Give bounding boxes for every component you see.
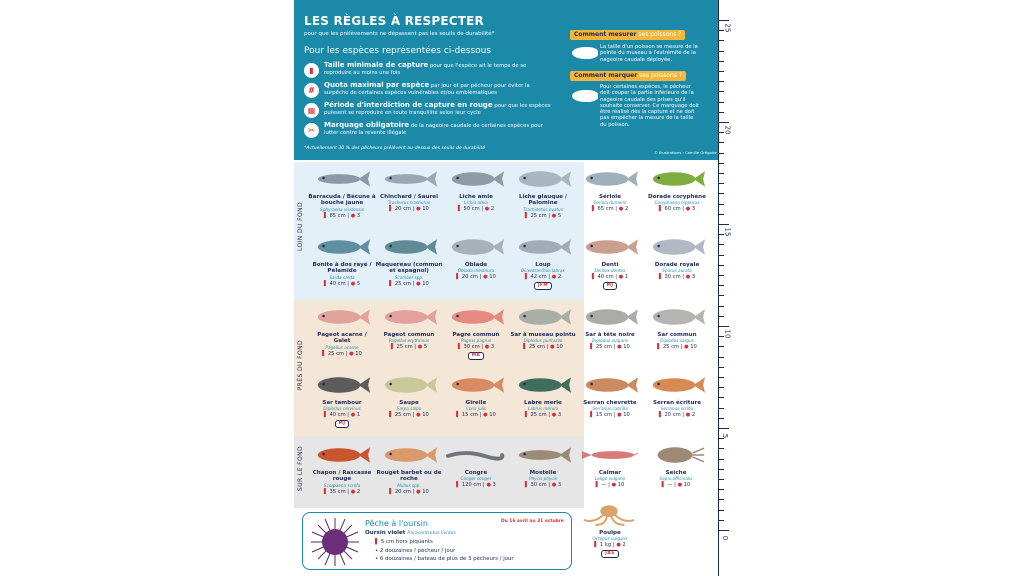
poster-subtitle: pour que les prélèvements ne dépassent pas les seuils de durabilité*	[304, 31, 495, 37]
ruler-label: 5	[721, 433, 730, 439]
species-card-oblade	[442, 232, 510, 298]
species-name: Seiche Sepia officinalis ▌ — | ● 10	[642, 470, 710, 488]
species-limits: ▌ 25 cm | ● 10	[389, 412, 429, 419]
ruler-tick	[719, 438, 724, 439]
rules-lead: Pour les espèces représentées ci-dessous	[304, 46, 492, 56]
ruler-tick	[719, 183, 724, 184]
saupe-icon	[379, 374, 439, 396]
ruler-tick	[719, 102, 724, 103]
ruler-tick	[719, 520, 724, 521]
ruler-tick	[719, 469, 724, 470]
species-scientific-name: Pagrus pagrus	[460, 338, 492, 344]
urchin-species: Oursin violet Paracentrotus lividus	[365, 530, 456, 536]
oblade-icon	[446, 236, 506, 258]
denti-icon	[580, 236, 640, 258]
ruler-tick	[719, 357, 724, 358]
section-far-label: LOIN DU FOND	[297, 202, 304, 252]
species-card-seriole	[576, 164, 644, 230]
species-scientific-name: Serranus scriba	[660, 406, 694, 412]
species-scientific-name: Sepia officinalis	[659, 476, 693, 482]
species-limits: ▌ 25 cm | ● 10	[389, 280, 429, 287]
species-card-liche-glauque-palomine	[509, 164, 577, 230]
species-name: Congre Conger conger ▌ 120 cm | ● 3	[442, 470, 510, 488]
ruler-tick	[719, 367, 724, 368]
species-card-rouget-barbet-ou-de-roche	[375, 440, 443, 506]
species-scientific-name: Lichia amia	[464, 200, 488, 206]
species-card-congre	[442, 440, 510, 506]
ruler-tick	[719, 71, 724, 72]
species-limits: ▌ 30 cm | ● 3	[524, 482, 562, 489]
species-name: Sar tambour Diplodus cervinus ▌ 40 cm | ● 1 MJ	[308, 400, 376, 428]
ruler-tick	[719, 346, 724, 347]
species-limits: ▌ 1 kg | ● 2	[594, 542, 626, 549]
species-name: Sériole Seriola dumerili ▌ 65 cm | ● 2	[576, 194, 644, 212]
ruler-tick	[719, 142, 724, 143]
species-card-chapon-rascasse-rouge	[308, 440, 376, 506]
quota-icon: #	[304, 83, 319, 98]
rule-1	[304, 62, 554, 82]
ruler-label: 25	[723, 23, 732, 33]
ruler-label: 10	[723, 329, 732, 339]
species-name: Dorade royale Sparus aurata ▌ 30 cm | ● 3	[643, 262, 711, 280]
rule-3	[304, 102, 554, 122]
species-name: Pageot commun Pagellus erythrinus ▌ 25 cm | ● 5	[375, 332, 443, 350]
ruler-tick	[719, 214, 724, 215]
mostelle-icon	[513, 444, 573, 466]
closed-season-badge: MA	[468, 352, 485, 360]
measure-text: La taille d'un poisson se mesure de la pointe du museau à l'extrémité de la nageoire caudale déployée.	[600, 44, 698, 63]
chapon-rascasse-rouge-icon	[312, 444, 372, 466]
species-scientific-name: Coris julis	[465, 406, 487, 412]
ruler-tick	[719, 530, 729, 531]
species-scientific-name: Trachinotus ovatus	[523, 206, 563, 212]
ruler-label: 20	[723, 125, 732, 135]
species-limits: ▌ 25 cm | ● 5	[390, 344, 428, 351]
dorade-coryphene-icon	[647, 168, 707, 190]
species-name: Girelle Coris julis ▌ 15 cm | ● 10	[442, 400, 510, 418]
species-name: Labre merle Labrus merula ▌ 25 cm | ● 3	[509, 400, 577, 418]
species-name: Liche amie Lichia amia ▌ 50 cm | ● 2	[442, 194, 510, 212]
rule-2	[304, 82, 554, 102]
ruler-tick	[719, 20, 729, 21]
species-limits: ▌ 15 cm | ● 10	[590, 412, 630, 419]
closed-season-badge: JAS	[601, 550, 619, 558]
calendar-icon: ▦	[304, 103, 319, 118]
ruler-tick	[719, 316, 724, 317]
species-name: Maquereau (commun et espagnol) Scomber spp. ▌ 25 cm | ● 10	[375, 262, 443, 287]
species-limits: ▌ 40 cm | ● 1	[323, 412, 361, 419]
section-bottom-label: SUR LE FOND	[297, 446, 304, 491]
species-limits: ▌ — | ● 10	[595, 482, 625, 489]
species-card-seiche	[642, 440, 710, 506]
congre-icon	[446, 444, 506, 466]
ruler-tick	[719, 265, 724, 266]
species-scientific-name: Sarpa salpa	[396, 406, 422, 412]
ruler-tick	[719, 408, 724, 409]
species-scientific-name: Dentex dentex	[594, 268, 626, 274]
girelle-icon	[446, 374, 506, 396]
measure-fish-icon	[572, 47, 598, 59]
species-name: Pagre commun Pagrus pagrus ▌ 30 cm | ● 3 MA	[442, 332, 510, 360]
species-scientific-name: Diplodus puntazzo	[523, 338, 563, 344]
species-card-girelle	[442, 370, 510, 436]
species-scientific-name: Diplodus vulgaris	[591, 338, 629, 344]
sea-urchin-icon	[309, 516, 361, 568]
ruler-tick	[719, 61, 724, 62]
ruler-tick	[719, 387, 724, 388]
ruler-tick	[719, 377, 724, 378]
species-card-saupe	[375, 370, 443, 436]
species-scientific-name: Pagellus acarne	[325, 344, 359, 350]
species-card-pageot-commun	[375, 302, 443, 368]
species-scientific-name: Serranus cabrilla	[592, 406, 628, 412]
species-scientific-name: Diplodus cervinus	[323, 406, 361, 412]
species-limits: ▌ 30 cm | ● 3	[457, 344, 495, 351]
dorade-royale-icon	[647, 236, 707, 258]
rule-text: Taille minimale de capture pour que l'espèce ait le temps de se reproduire au moins une fois	[324, 61, 527, 76]
ruler-tick	[719, 326, 729, 327]
species-limits: ▌ 25 cm | ● 10	[322, 350, 362, 357]
species-limits: ▌ 65 cm | ● 2	[591, 206, 629, 213]
sar-commun-icon	[647, 306, 707, 328]
illustration-credit: © Illustrations : Camille Grégoire	[654, 150, 717, 155]
ruler-tick	[719, 418, 724, 419]
mark-text: Pour certaines espèces, le pêcheur doit couper la partie inférieure de la nageoire caudale des prises qu'il souhaite conserver. Ce marquage doit être réalisé dès la capture et ne doit pas empêcher la mesure de la taille du poisson.	[600, 84, 700, 128]
species-name: Poulpe Octopus vulgaris ▌ 1 kg | ● 2 JAS	[576, 530, 644, 558]
species-card-loup	[509, 232, 577, 298]
species-scientific-name: Sarda sarda	[329, 274, 355, 280]
species-name: Saupe Sarpa salpa ▌ 25 cm | ● 10	[375, 400, 443, 418]
serran-ecriture-icon	[647, 374, 707, 396]
ruler-tick	[719, 193, 724, 194]
bonite-a-dos-raye-pelamide-icon	[312, 236, 372, 258]
species-name: Sar à tête noire Diplodus vulgaris ▌ 25 cm | ● 10	[576, 332, 644, 350]
species-card-sar-a-museau-pointu	[509, 302, 577, 368]
ruler-label: 15	[723, 227, 732, 237]
rouget-barbet-ou-de-roche-icon	[379, 444, 439, 466]
ruler-tick	[719, 204, 724, 205]
species-scientific-name: Trachurus trachurus	[387, 200, 431, 206]
maquereau-commun-et-espagnol-icon	[379, 236, 439, 258]
species-scientific-name: Scomber spp.	[394, 274, 424, 280]
species-limits: ▌ 65 cm | ● 3	[323, 212, 361, 219]
species-limits: ▌ 25 cm | ● 10	[657, 344, 697, 351]
species-name: Liche glauque / Palomine Trachinotus ovatus ▌ 25 cm | ● 5	[509, 194, 577, 219]
species-card-labre-merle	[509, 370, 577, 436]
barracuda-becune-a-bouche-jaune-icon	[312, 168, 372, 190]
sar-a-museau-pointu-icon	[513, 306, 573, 328]
species-scientific-name: Labrus merula	[527, 406, 559, 412]
species-card-dorade-royale	[643, 232, 711, 298]
species-scientific-name: Scorpaena scrofa	[323, 482, 361, 488]
ruler-tick	[719, 255, 724, 256]
species-limits: ▌ 25 cm | ● 3	[524, 412, 562, 419]
species-scientific-name: Sparus aurata	[662, 268, 692, 274]
species-limits: ▌ 50 cm | ● 2	[457, 206, 495, 213]
liche-amie-icon	[446, 168, 506, 190]
species-card-sar-tambour	[308, 370, 376, 436]
sar-tambour-icon	[312, 374, 372, 396]
ruler-tick	[719, 285, 724, 286]
species-scientific-name: Seriola dumerili	[593, 200, 627, 206]
species-name: Chapon / Rascasse rouge Scorpaena scrofa ▌ 35 cm | ● 2	[308, 470, 376, 495]
species-scientific-name: Loligo vulgaris	[594, 476, 626, 482]
species-scientific-name: Oblada melanura	[457, 268, 495, 274]
species-limits: ▌ 25 cm | ● 5	[524, 212, 562, 219]
species-card-calmar	[576, 440, 644, 506]
ruler-tick	[719, 306, 724, 307]
species-name: Bonite à dos rayé / Pélamide Sarda sarda ▌ 40 cm | ● 5	[308, 262, 376, 287]
species-scientific-name: Diplodus sargus	[660, 338, 694, 344]
ruler-tick	[719, 448, 724, 449]
ruler-tick	[719, 459, 724, 460]
species-limits: ▌ 20 cm | ● 10	[389, 488, 429, 495]
ruler-tick	[719, 428, 729, 429]
species-scientific-name: Coryphaena hippurus	[654, 200, 700, 206]
species-name: Serran chevrette Serranus cabrilla ▌ 15 cm | ● 10	[576, 400, 644, 418]
serran-chevrette-icon	[580, 374, 640, 396]
species-limits: ▌ 42 cm | ● 2	[524, 274, 562, 281]
urchin-box	[302, 512, 572, 570]
ruler-icon: ▮	[304, 63, 319, 78]
species-card-denti	[576, 232, 644, 298]
rule-text: Quota maximal par espèce par jour et par pêcheur pour éviter la surpêche de certaines espèces vulnérables et/ou emblématiques	[324, 81, 530, 96]
species-scientific-name: Phycis phycis	[528, 476, 558, 482]
regulation-poster	[294, 0, 730, 576]
ruler-tick	[719, 224, 729, 225]
labre-merle-icon	[513, 374, 573, 396]
species-card-mostelle	[509, 440, 577, 506]
species-card-barracuda-becune-a-bouche-jaune	[308, 164, 376, 230]
ruler-tick	[719, 173, 724, 174]
species-name: Denti Dentex dentex ▌ 40 cm | ● 1 MJ	[576, 262, 644, 290]
seriole-icon	[580, 168, 640, 190]
ruler-tick	[719, 397, 724, 398]
pageot-acarne-galet-icon	[312, 306, 372, 328]
scissors-icon: ✂	[304, 123, 319, 138]
species-name: Oblade Oblada melanura ▌ 20 cm | ● 10	[442, 262, 510, 280]
species-limits: ▌ 120 cm | ● 3	[456, 482, 496, 489]
species-scientific-name: Sphyraena viridensis	[320, 206, 364, 212]
species-card-poulpe	[576, 500, 644, 566]
species-card-serran-ecriture	[643, 370, 711, 436]
ruler-tick	[719, 40, 724, 41]
ruler-tick	[719, 275, 724, 276]
measure-tag: Comment mesurer ses poissons ?	[570, 30, 685, 40]
poster-title: LES RÈGLES À RESPECTER	[304, 14, 484, 28]
ruler-tick	[719, 479, 724, 480]
species-card-liche-amie	[442, 164, 510, 230]
ruler-tick	[719, 163, 724, 164]
rules-header	[294, 0, 730, 160]
ruler-tick	[719, 499, 724, 500]
species-limits: ▌ 25 cm | ● 10	[523, 344, 563, 351]
ruler-tick	[719, 295, 724, 296]
urchin-season: Du 16 avril au 31 octobre	[501, 519, 564, 524]
ruler-tick	[719, 51, 724, 52]
rule-text: Période d'interdiction de capture en rouge pour que les espèces puissent se reproduire en toute tranquillité selon leur cycle	[324, 101, 551, 116]
species-card-serran-chevrette	[576, 370, 644, 436]
species-limits: ▌ 20 cm | ● 2	[658, 412, 696, 419]
species-limits: ▌ 25 cm | ● 10	[590, 344, 630, 351]
species-limits: ▌ — | ● 10	[661, 482, 691, 489]
species-name: Calmar Loligo vulgaris ▌ — | ● 10	[576, 470, 644, 488]
species-limits: ▌ 20 cm | ● 10	[389, 206, 429, 213]
species-name: Pageot acarne / Galet Pagellus acarne ▌ 25 cm | ● 10	[308, 332, 376, 357]
species-card-chinchard-saurel	[375, 164, 443, 230]
species-limits: ▌ 40 cm | ● 1	[591, 274, 629, 281]
rule-text: Marquage obligatoire de la nageoire caudale de certaines espèces pour lutter contre la revente illégale	[324, 121, 543, 136]
species-limits: ▌ 30 cm | ● 3	[658, 274, 696, 281]
section-near-label: PRÈS DU FOND	[297, 340, 304, 391]
species-scientific-name: Dicentrarchus labrax	[521, 268, 565, 274]
species-name: Chinchard / Saurel Trachurus trachurus ▌ 20 cm | ● 10	[375, 194, 443, 212]
ruler-tick	[719, 81, 724, 82]
species-name: Sar à museau pointu Diplodus puntazzo ▌ 25 cm | ● 10	[510, 332, 576, 351]
species-limits: ▌ 35 cm | ● 2	[323, 488, 361, 495]
species-name: Barracuda / Bécune à bouche jaune Sphyraena viridensis ▌ 65 cm | ● 3	[308, 194, 376, 219]
mark-tag: Comment marquer ses poissons ?	[570, 71, 686, 81]
loup-icon	[513, 236, 573, 258]
seiche-icon	[646, 444, 706, 466]
species-card-dorade-coryphene	[643, 164, 711, 230]
chinchard-saurel-icon	[379, 168, 439, 190]
mark-fish-icon	[572, 90, 598, 102]
closed-season-badge: MJ	[603, 282, 618, 290]
sar-a-tete-noire-icon	[580, 306, 640, 328]
species-name: Serran écriture Serranus scriba ▌ 20 cm | ● 2	[643, 400, 711, 418]
rule-4	[304, 122, 554, 142]
liche-glauque-palomine-icon	[513, 168, 573, 190]
species-name: Rouget barbet ou de roche Mullus spp. ▌ 20 cm | ● 10	[376, 470, 442, 495]
ruler-tick	[719, 489, 724, 490]
urchin-quota-1: • 2 douzaines / pêcheur / jour	[375, 548, 456, 554]
species-limits: ▌ 20 cm | ● 10	[456, 274, 496, 281]
closed-season-badge: JFM	[534, 282, 552, 290]
species-name: Loup Dicentrarchus labrax ▌ 42 cm | ● 2 JFM	[509, 262, 577, 290]
ruler-tick	[719, 122, 729, 123]
urchin-title: Pêche à l'oursin	[365, 519, 428, 528]
poulpe-icon	[580, 504, 640, 526]
species-scientific-name: Conger conger	[460, 476, 492, 482]
species-limits: ▌ 40 cm | ● 5	[323, 280, 361, 287]
species-scientific-name: Octopus vulgaris	[592, 536, 628, 542]
footnote: *Actuellement 30 % des pêcheurs prélèvent au-dessus des seuils de durabilité	[304, 146, 486, 151]
closed-season-badge: MJ	[335, 420, 350, 428]
ruler-tick	[719, 244, 724, 245]
calmar-icon	[580, 444, 640, 466]
ruler-tick	[719, 91, 724, 92]
species-card-pageot-acarne-galet	[308, 302, 376, 368]
species-card-sar-a-tete-noire	[576, 302, 644, 368]
species-name: Mostelle Phycis phycis ▌ 30 cm | ● 3	[509, 470, 577, 488]
pageot-commun-icon	[379, 306, 439, 328]
pagre-commun-icon	[446, 306, 506, 328]
species-scientific-name: Pagellus erythrinus	[388, 338, 430, 344]
species-scientific-name: Mullus spp.	[397, 482, 421, 488]
species-name: Dorade coryphène Coryphaena hippurus ▌ 60 cm | ● 3	[643, 194, 711, 212]
urchin-size: ▌ 5 cm hors piquants	[375, 539, 433, 545]
ruler-tick	[719, 153, 724, 154]
species-limits: ▌ 15 cm | ● 10	[456, 412, 496, 419]
ruler-tick	[719, 510, 724, 511]
ruler-tick	[719, 112, 724, 113]
species-card-bonite-a-dos-raye-pelamide	[308, 232, 376, 298]
species-card-sar-commun	[643, 302, 711, 368]
species-limits: ▌ 60 cm | ● 3	[658, 206, 696, 213]
measuring-ruler	[718, 0, 734, 576]
species-name: Sar commun Diplodus sargus ▌ 25 cm | ● 10	[643, 332, 711, 350]
species-card-maquereau-commun-et-espagnol	[375, 232, 443, 298]
ruler-label: 0	[721, 535, 730, 541]
species-card-pagre-commun	[442, 302, 510, 368]
urchin-quota-2: • 6 douzaines / bateau de plus de 3 pêcheurs / jour	[375, 556, 514, 562]
